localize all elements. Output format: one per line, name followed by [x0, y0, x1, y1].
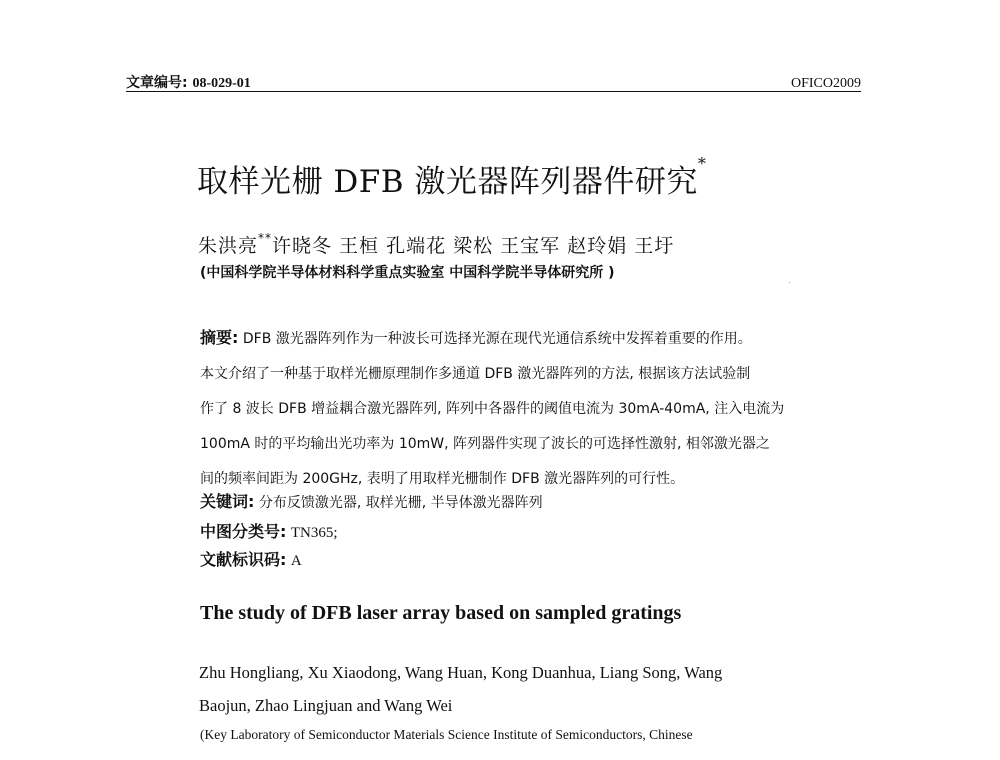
page-header	[126, 72, 861, 92]
title-footnote-mark: *	[697, 154, 707, 173]
other-authors: 许晓冬 王桓 孔端花 梁松 王宝军 赵玲娟 王圩	[272, 235, 675, 257]
doc-code-label: 文献标识码:	[200, 550, 287, 569]
classification-value: TN365;	[290, 525, 338, 541]
first-author: 朱洪亮	[198, 235, 259, 257]
english-affiliation: (Key Laboratory of Semiconductor Materials Science Institute of Semiconductors, Chinese	[200, 727, 693, 742]
article-number-label: 文章编号:	[126, 75, 188, 91]
abstract-line: 间的频率间距为 200GHz, 表明了用取样光栅制作 DFB 激光器阵列的可行性。	[200, 471, 685, 487]
english-title: The study of DFB laser array based on sampled gratings	[200, 602, 682, 624]
classification-label: 中图分类号:	[200, 522, 287, 541]
conference-code: OFICO2009	[790, 76, 861, 91]
classification-line	[200, 519, 338, 542]
abstract-line: 100mA 时的平均输出光功率为 10mW, 阵列器件实现了波长的可选择性激射, 相邻激光器之	[200, 436, 770, 452]
english-authors	[199, 656, 799, 722]
chinese-title-text: 取样光栅 DFB 激光器阵列器件研究	[197, 164, 698, 200]
doc-code-value: A	[290, 553, 302, 569]
corresponding-mark: **	[258, 231, 273, 245]
article-number-value: 08-029-01	[192, 76, 251, 91]
article-number	[126, 72, 251, 92]
chinese-authors	[198, 231, 674, 258]
english-authors-line: Baojun, Zhao Lingjuan and Wang Wei	[199, 696, 453, 715]
doc-code-line	[200, 547, 302, 570]
abstract-line: 作了 8 波长 DFB 增益耦合激光器阵列, 阵列中各器件的阈值电流为 30mA-40mA, 注入电流为	[200, 401, 785, 417]
english-authors-line: Zhu Hongliang, Xu Xiaodong, Wang Huan, Kong Duanhua, Liang Song, Wang	[199, 663, 723, 682]
abstract-line-text: DFB 激光器阵列作为一种波长可选择光源在现代光通信系统中发挥着重要的作用。	[242, 331, 752, 347]
chinese-abstract	[200, 320, 810, 497]
scan-artifact	[789, 282, 790, 283]
abstract-label: 摘要:	[200, 328, 239, 347]
keywords-value: 分布反馈激光器, 取样光栅, 半导体激光器阵列	[258, 495, 543, 511]
chinese-affiliation: (中国科学院半导体材料科学重点实验室 中国科学院半导体研究所 )	[200, 265, 615, 281]
keywords-line	[200, 489, 543, 512]
header-rule	[126, 91, 861, 92]
keywords-label: 关键词:	[200, 492, 255, 511]
chinese-title	[197, 156, 706, 201]
abstract-line: 本文介绍了一种基于取样光栅原理制作多通道 DFB 激光器阵列的方法, 根据该方法试验制	[200, 366, 751, 382]
abstract-line	[200, 320, 810, 357]
